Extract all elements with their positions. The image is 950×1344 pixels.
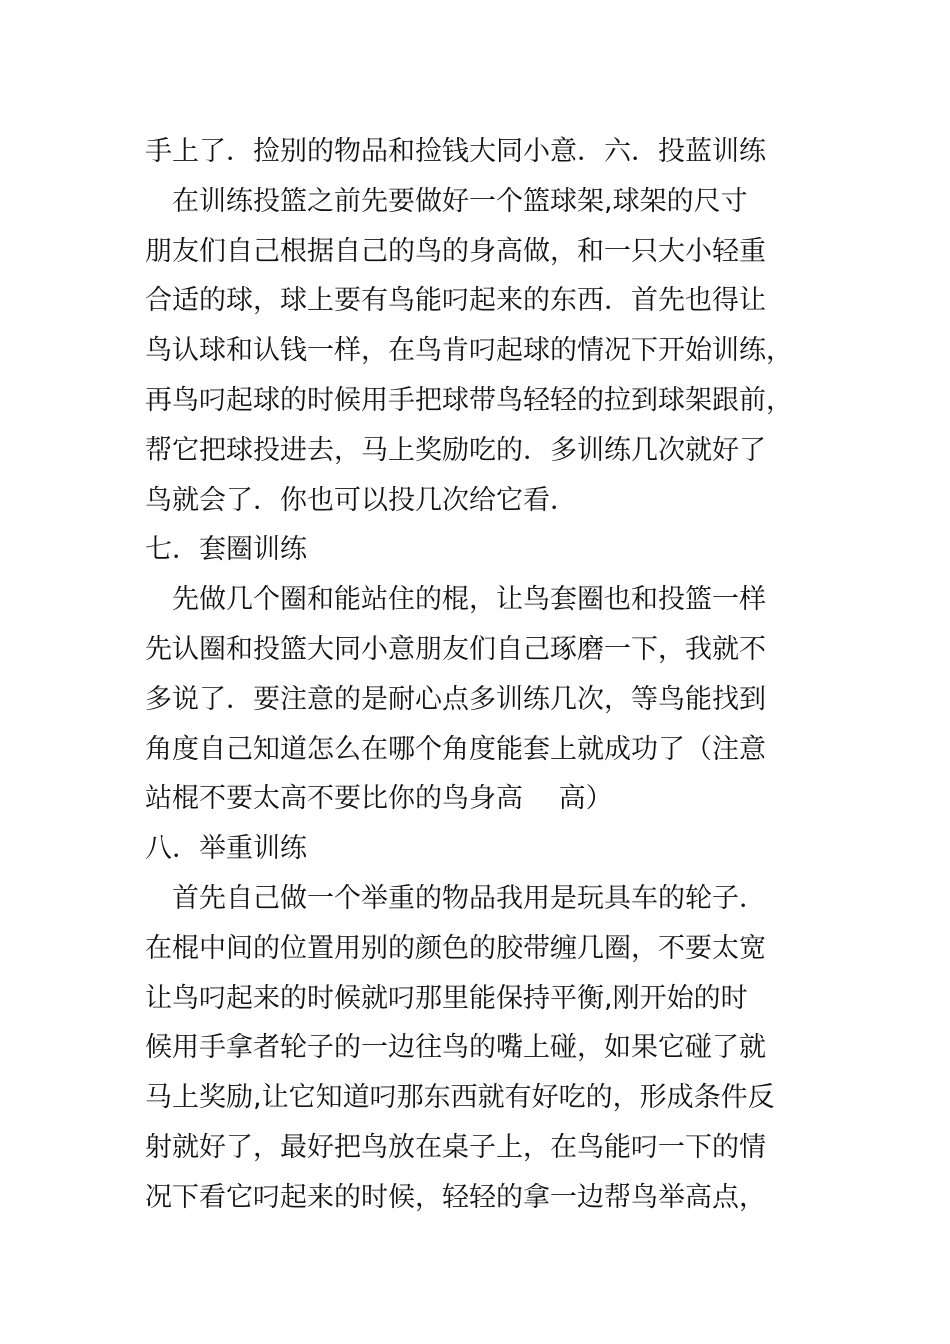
text-line: 射就好了，最好把鸟放在桌子上，在鸟能叼一下的情 [145,1131,766,1163]
section-heading: 八．举重训练 [145,833,307,865]
text-line: 首先自己做一个举重的物品我用是玩具车的轮子． [145,882,766,914]
text-line: 站棍不要太高不要比你的鸟身高 高） [145,783,613,815]
text-line: 角度自己知道怎么在哪个角度能套上就成功了（注意 [145,733,766,765]
text-line: 帮它把球投进去，马上奖励吃的．多训练几次就好了 [145,434,766,466]
text-line: 候用手拿者轮子的一边往鸟的嘴上碰，如果它碰了就 [145,1032,766,1064]
text-line: 多说了．要注意的是耐心点多训练几次，等鸟能找到 [145,683,766,715]
text-line: 手上了．捡别的物品和捡钱大同小意．六．投蓝训练 [145,136,766,167]
text-line: 让鸟叼起来的时候就叼那里能保持平衡,刚开始的时 [145,982,748,1014]
text-line: 在棍中间的位置用别的颜色的胶带缠几圈，不要太宽 [145,932,766,964]
text-line: 况下看它叼起来的时候，轻轻的拿一边帮鸟举高点， [145,1181,766,1213]
text-line: 朋友们自己根据自己的鸟的身高做，和一只大小轻重 [145,235,766,267]
section-heading: 七．套圈训练 [145,534,307,566]
text-line: 再鸟叼起球的时候用手把球带鸟轻轻的拉到球架跟前， [145,384,793,416]
body-text [145,127,835,1223]
text-line: 先认圈和投篮大同小意朋友们自己琢磨一下，我就不 [145,633,766,665]
text-line: 合适的球，球上要有鸟能叼起来的东西．首先也得让 [145,285,766,317]
text-line: 鸟就会了．你也可以投几次给它看． [145,484,577,516]
text-line: 先做几个圈和能站住的棍，让鸟套圈也和投篮一样 [145,584,766,616]
text-line: 在训练投篮之前先要做好一个篮球架,球架的尺寸 [145,185,748,217]
text-line: 鸟认球和认钱一样，在鸟肯叼起球的情况下开始训练， [145,335,793,367]
text-line: 马上奖励,让它知道叼那东西就有好吃的，形成条件反 [145,1082,775,1114]
